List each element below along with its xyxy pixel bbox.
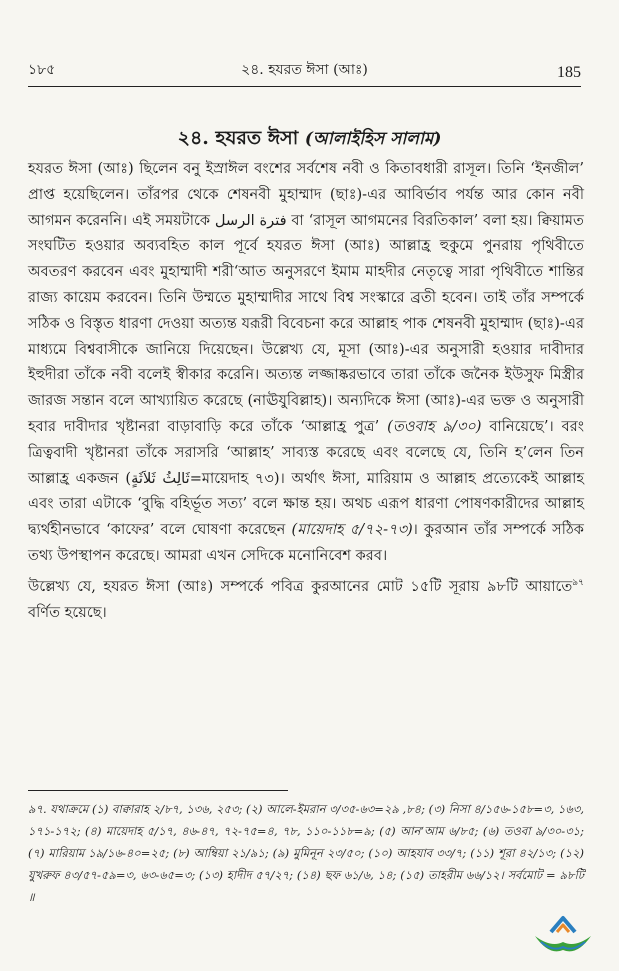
chapter-heading: ২৪. হযরত ঈসা (আঃ) <box>241 62 368 78</box>
paragraph <box>28 156 584 569</box>
paragraph <box>28 574 584 626</box>
paragraph-text: । কুরআন তাঁর সম্পর্কে সঠিক তথ্য উপস্থাপন করেছে। আমরা এখন সেদিকে মনোনিবেশ করব। <box>28 521 584 564</box>
page-number-bengali: ১৮৫ <box>28 62 56 78</box>
verse-reference: (তওবাহ ৯/৩০) <box>387 417 482 435</box>
page-number: 185 <box>557 64 581 81</box>
verse-reference: =মায়েদাহ ৭৩) <box>189 469 280 487</box>
arabic-phrase: فترة الرسل <box>214 211 287 229</box>
arabic-phrase: ثَالِثُ ثَلاَثَةٍ <box>131 469 190 487</box>
footnote: ৯৭. যথাক্রমে (১) বাক্বারাহ ২/৮৭, ১৩৬, ২৫৩; (২) আলে-ইমরান ৩/৩৫-৬৩=২৯ ,৮৪; (৩) নিসা ৪/১৫৬-১৫৮=৩, ১৬৩, ১৭১-১৭২; (৪) মায়েদাহ ৫/১৭, ৪৬-৪৭, ৭২-৭৫=৪, ৭৮, ১১০-১১৮=৯; (৫) আন‘আম ৬/৮৫; (৬) তওবা ৯/৩০-৩১; (৭) মারিয়াম ১৯/১৬-৪০=২৫; (৮) আম্বিয়া ২১/৯১; (৯) মুমিনূন ২৩/৫০; (১০) আহযাব ৩৩/৭; (১১) শূরা ৪২/১৩; (১২) যুখরুফ ৪৩/৫৭-৫৯=৩, ৬৩-৬৫=৩; (১৩) হাদীদ ৫৭/২৭; (১৪) ছফ ৬১/৬, ১৪; (১৫) তাহরীম ৬৬/১২। সর্বমোট = ৯৮টি ॥ <box>28 802 584 904</box>
chapter-title <box>0 124 619 156</box>
paragraph-text: হযরত ঈসা (আঃ) ছিলেন বনু ইস্রাঈল বংশের সর্বশেষ নবী ও কিতাবধারী রাসূল। তিনি ‘ইনজীল’ প্রাপ্ত হয়েছিলেন। তাঁরপর থেকে শেষনবী মুহাম্মাদ (ছাঃ)-এর আবির্ভাব পর্যন্ত আর কোন নবী আগমন করেননি। এই সময়টাকে <box>28 160 584 229</box>
running-header <box>28 58 581 87</box>
paragraph-text: উল্লেখ্য যে, হযরত ঈসা (আঃ) সম্পর্কে পবিত্র কুরআনের মোট ১৫টি সূরায় ৯৮টি আয়াতে <box>28 577 573 595</box>
footnote-marker[interactable]: ৯৭ <box>572 577 584 588</box>
paragraph-text: বানিয়েছে’। বরং ত্রিত্ববাদী খৃষ্টানরা তাঁকে সরাসরি ‘আল্লাহ’ সাব্যস্ত করেছে এবং বলেছে যে, তিনি হ’লেন তিন আল্লাহ্র একজন ( <box>28 417 585 487</box>
paragraph-text: বর্ণিত হয়েছে। <box>28 603 107 621</box>
footnote-divider <box>28 790 288 791</box>
verse-reference: (মায়েদাহ ৫/৭২-৭৩) <box>291 521 413 539</box>
paragraph-text: । অর্থাৎ ঈসা, মারিয়াম ও আল্লাহ প্রত্যেকেই আল্লাহ এবং তারা এটাকে ‘বুদ্ধি বহির্ভূত সত্য’ বলে ক্ষান্ত হয়। অথচ এরূপ ধারণা পোষণকারীদের আল্লাহ দ্ব্যর্থহীনভাবে ‘কাফের’ বলে ঘোষণা করেছেন <box>28 469 584 539</box>
publisher-logo <box>531 912 595 958</box>
body-text <box>28 156 584 625</box>
chapter-title-main: ২৪. হযরত ঈসা <box>177 127 299 149</box>
chapter-title-sub: (আলাইহিস সালাম) <box>304 129 442 149</box>
paragraph-text: বা ‘রাসূল আগমনের বিরতিকাল’ বলা হয়। ক্বিয়ামত সংঘটিত হওয়ার অব্যবহিত কাল পূর্বে হযরত ঈসা (আঃ) আল্লাহ্র হুকুমে পুনরায় পৃথিবীতে অবতরণ করবেন এবং মুহাম্মাদী শরী‘আত অনুসরণে ইমাম মাহদীর নেতৃত্বে সারা পৃথিবীতে শান্তির রাজ্য কায়েম করবেন। তিনি উম্মতে মুহাম্মাদীর সাথে বিশ্ব সংস্কারে ব্রতী হবেন। তাই তাঁর সম্পর্কে সঠিক ও বিস্তৃত ধারণা দেওয়া অত্যন্ত যরূরী বিবেচনা করে আল্লাহ পাক শেষনবী মুহাম্মাদ (ছাঃ)-এর মাধ্যমে বিশ্ববাসীকে জানিয়ে দিয়েছেন। উল্লেখ্য যে, মূসা (আঃ)-এর অনুসারী হওয়ার দাবীদার ইহুদীরা তাঁকে নবী বলেই স্বীকার করেনি। অত্যন্ত লজ্জাষ্করভাবে তারা তাঁকে জনৈক ইউসুফ মিস্ত্রীর জারজ সন্তান বলে আখ্যায়িত করেছে (নাঊযুবিল্লাহ)। অন্যদিকে ঈসা (আঃ)-এর ভক্ত ও অনুসারী হবার দাবীদার খৃষ্টানরা বাড়াবাড়ি করে তাঁকে ‘আল্লাহ্র পুত্র’ <box>28 211 584 435</box>
